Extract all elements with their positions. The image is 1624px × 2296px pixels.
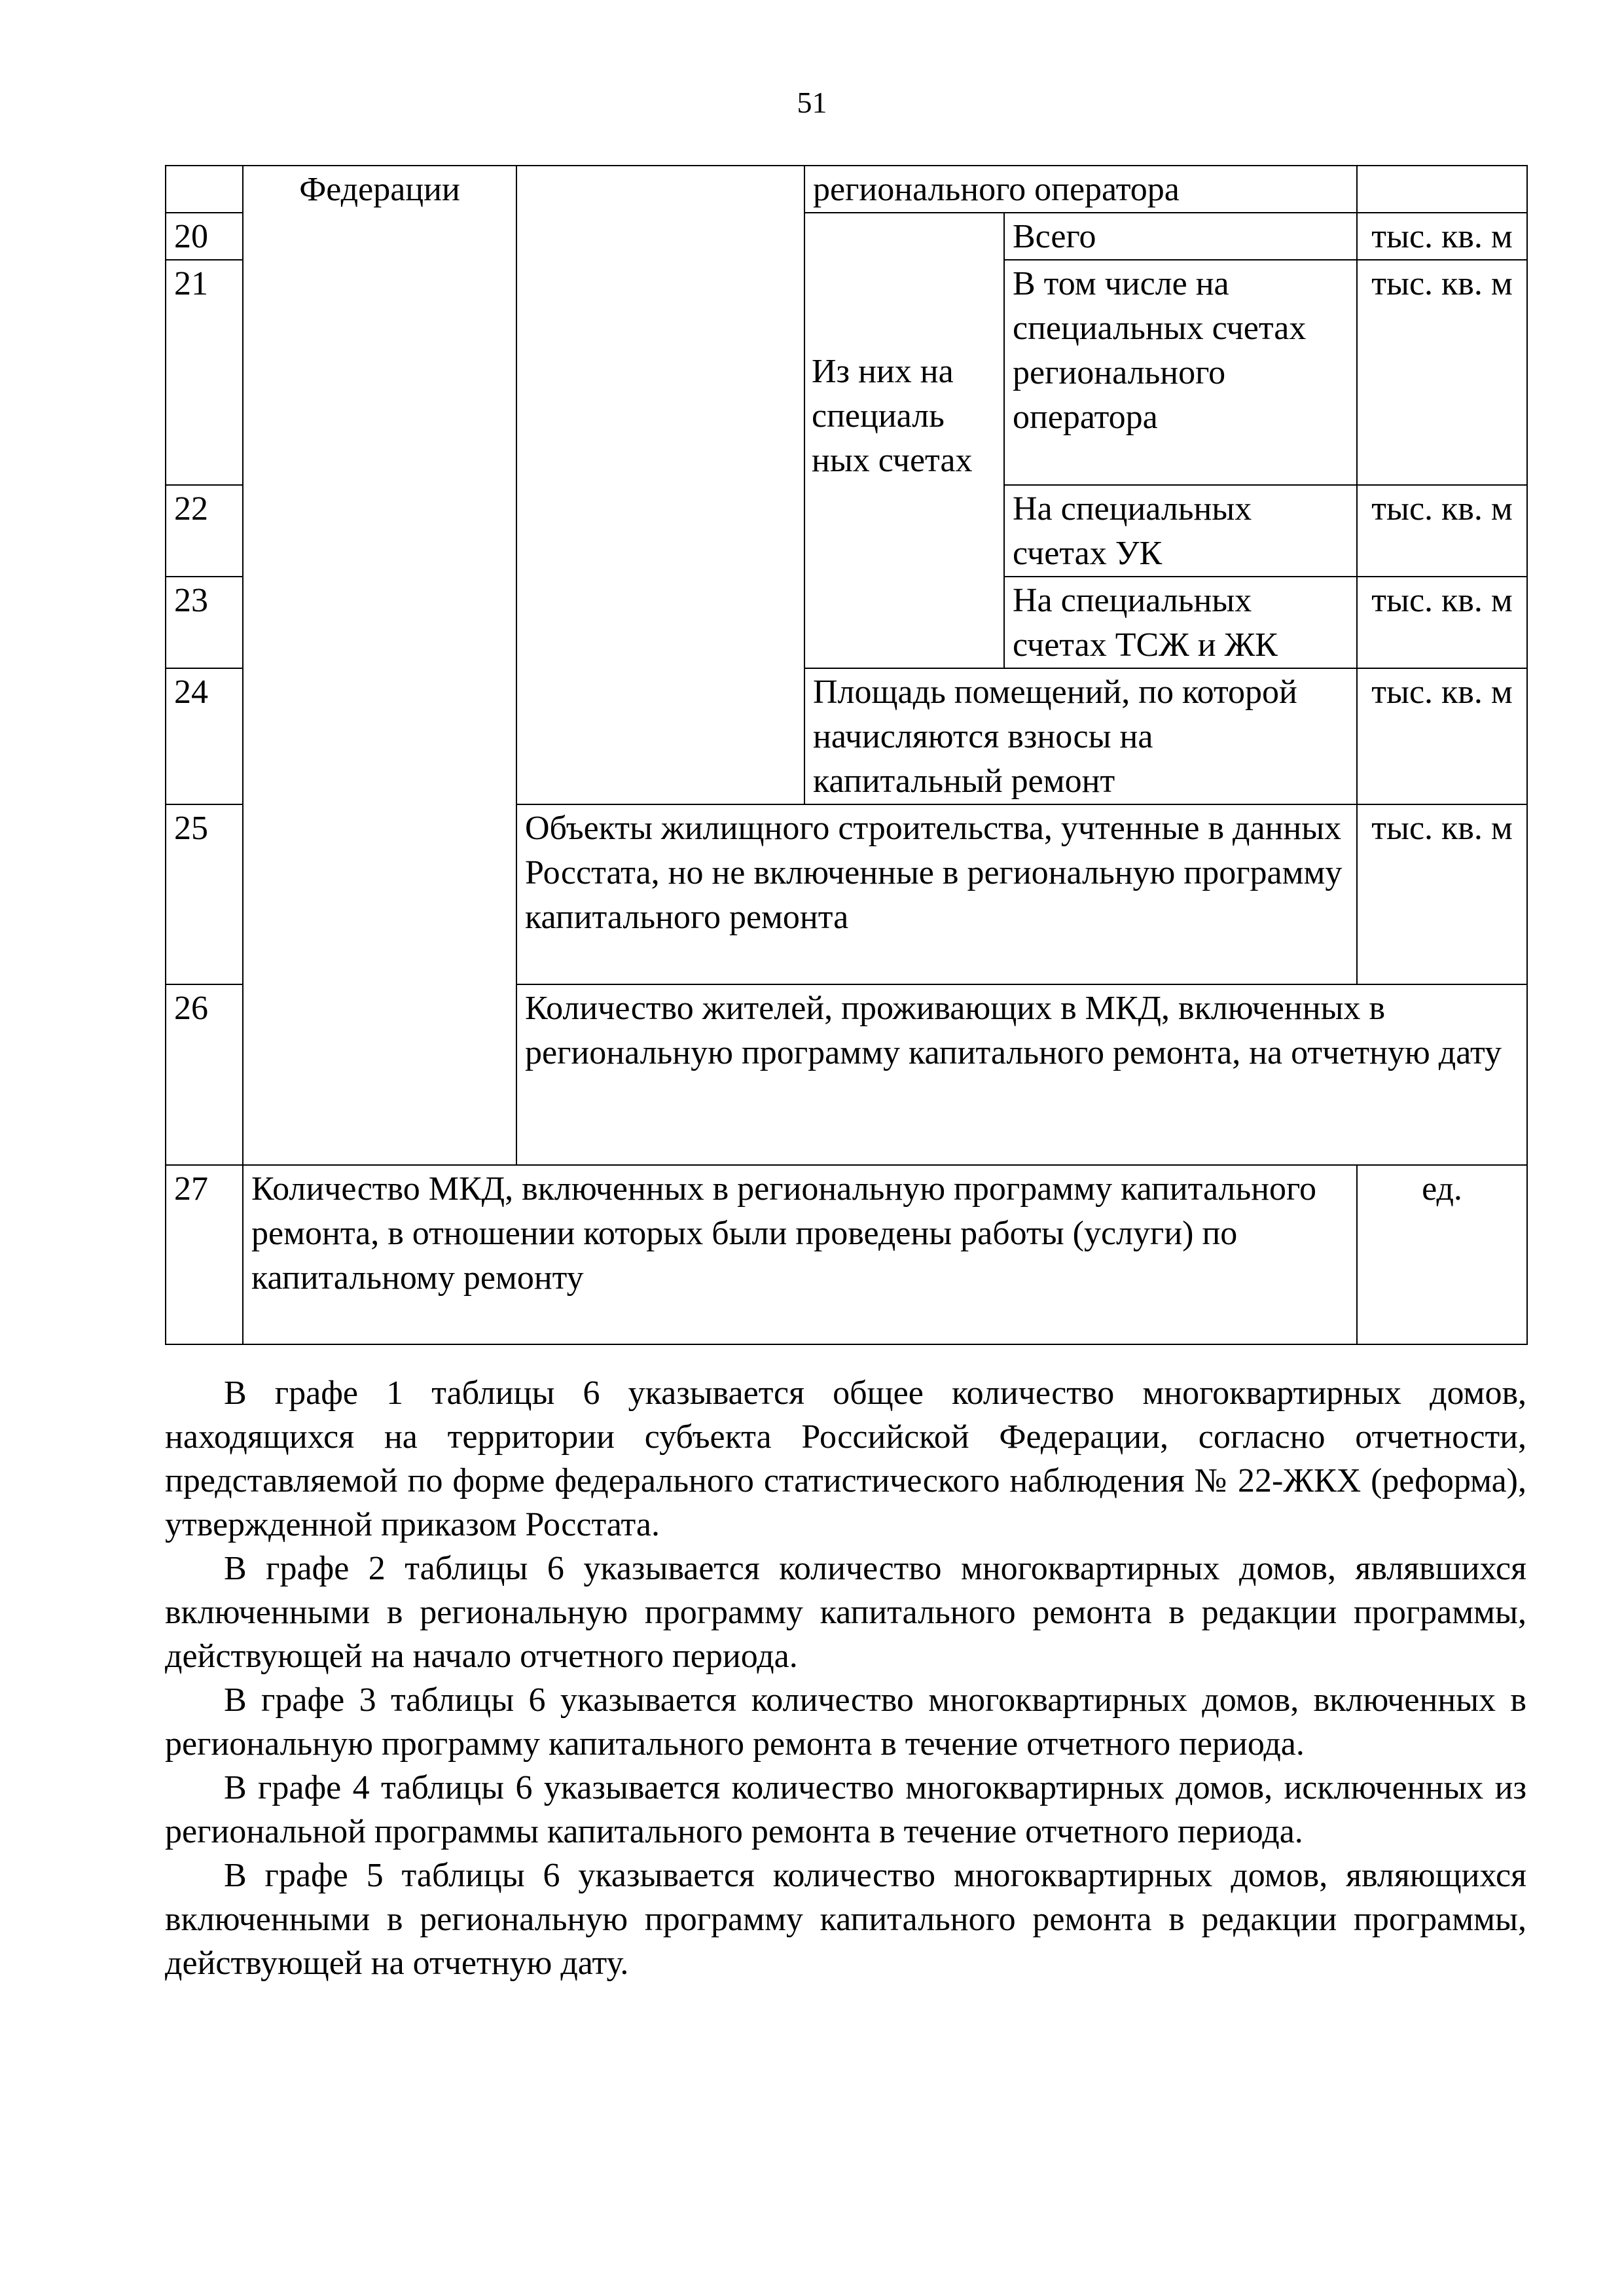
row-number: 27 xyxy=(166,1165,243,1344)
paragraph: В графе 3 таблицы 6 указывается количество многоквартирных домов, включенных в региональную программу капитального ремонта в течение отчетного периода. xyxy=(165,1681,1526,1763)
indicator-label: На специальных счетах ТСЖ и ЖК xyxy=(1004,577,1357,668)
region-name-cell: Федерации xyxy=(243,166,516,1165)
unit-cell: тыс. кв. м xyxy=(1357,485,1527,577)
indicator-label: Объекты жилищного строительства, учтенные в данных Росстата, но не включенные в региональную программу капитального ремонта xyxy=(516,804,1357,984)
indicator-label: Площадь помещений, по которой начисляются взносы на капитальный ремонт xyxy=(804,668,1357,804)
indicator-label: Количество МКД, включенных в региональную программу капитального ремонта, в отношении которых были проведены работы (услуги) по капитальному ремонту xyxy=(243,1165,1357,1344)
empty-group-cell xyxy=(516,166,804,804)
row-number: 25 xyxy=(166,804,243,984)
table-row xyxy=(166,166,1527,213)
unit-cell xyxy=(1357,166,1527,213)
indicator-table xyxy=(165,165,1528,1345)
subgroup-label: Из них на специаль ных счетах xyxy=(812,353,973,479)
unit-cell: ед. xyxy=(1357,1165,1527,1344)
row-number: 24 xyxy=(166,668,243,804)
paragraph: В графе 2 таблицы 6 указывается количество многоквартирных домов, являвшихся включенными в региональную программу капитального ремонта в редакции программы, действующей на начало отчетного периода. xyxy=(165,1550,1526,1675)
unit-cell: тыс. кв. м xyxy=(1357,213,1527,260)
indicator-table-wrapper xyxy=(165,165,1526,1345)
unit-cell: тыс. кв. м xyxy=(1357,668,1527,804)
unit-cell: тыс. кв. м xyxy=(1357,804,1527,984)
indicator-label: регионального оператора xyxy=(804,166,1357,213)
indicator-label: На специальных счетах УК xyxy=(1004,485,1357,577)
row-number: 23 xyxy=(166,577,243,668)
paragraph: В графе 1 таблицы 6 указывается общее количество многоквартирных домов, находящихся на территории субъекта Российской Федерации, согласно отчетности, представляемой по форме федерального статистического наблюдения № 22-ЖКХ (реформа), утвержденной приказом Росстата. xyxy=(165,1374,1526,1543)
indicator-label: Всего xyxy=(1004,213,1357,260)
body-text xyxy=(165,1371,1526,1985)
paragraph: В графе 5 таблицы 6 указывается количество многоквартирных домов, являющихся включенными в региональную программу капитального ремонта в редакции программы, действующей на отчетную дату. xyxy=(165,1857,1526,1982)
row-number: 20 xyxy=(166,213,243,260)
indicator-label: Количество жителей, проживающих в МКД, включенных в региональную программу капитального ремонта, на отчетную дату xyxy=(516,984,1527,1165)
table-row xyxy=(166,1165,1527,1344)
row-number-cell xyxy=(166,166,243,213)
paragraph: В графе 4 таблицы 6 указывается количество многоквартирных домов, исключенных из региональной программы капитального ремонта в течение отчетного периода. xyxy=(165,1769,1526,1850)
row-number: 26 xyxy=(166,984,243,1165)
row-number: 22 xyxy=(166,485,243,577)
indicator-label: В том числе на специальных счетах регионального оператора xyxy=(1004,260,1357,485)
row-number: 21 xyxy=(166,260,243,485)
unit-cell: тыс. кв. м xyxy=(1357,260,1527,485)
unit-cell: тыс. кв. м xyxy=(1357,577,1527,668)
page-number: 51 xyxy=(797,86,827,119)
